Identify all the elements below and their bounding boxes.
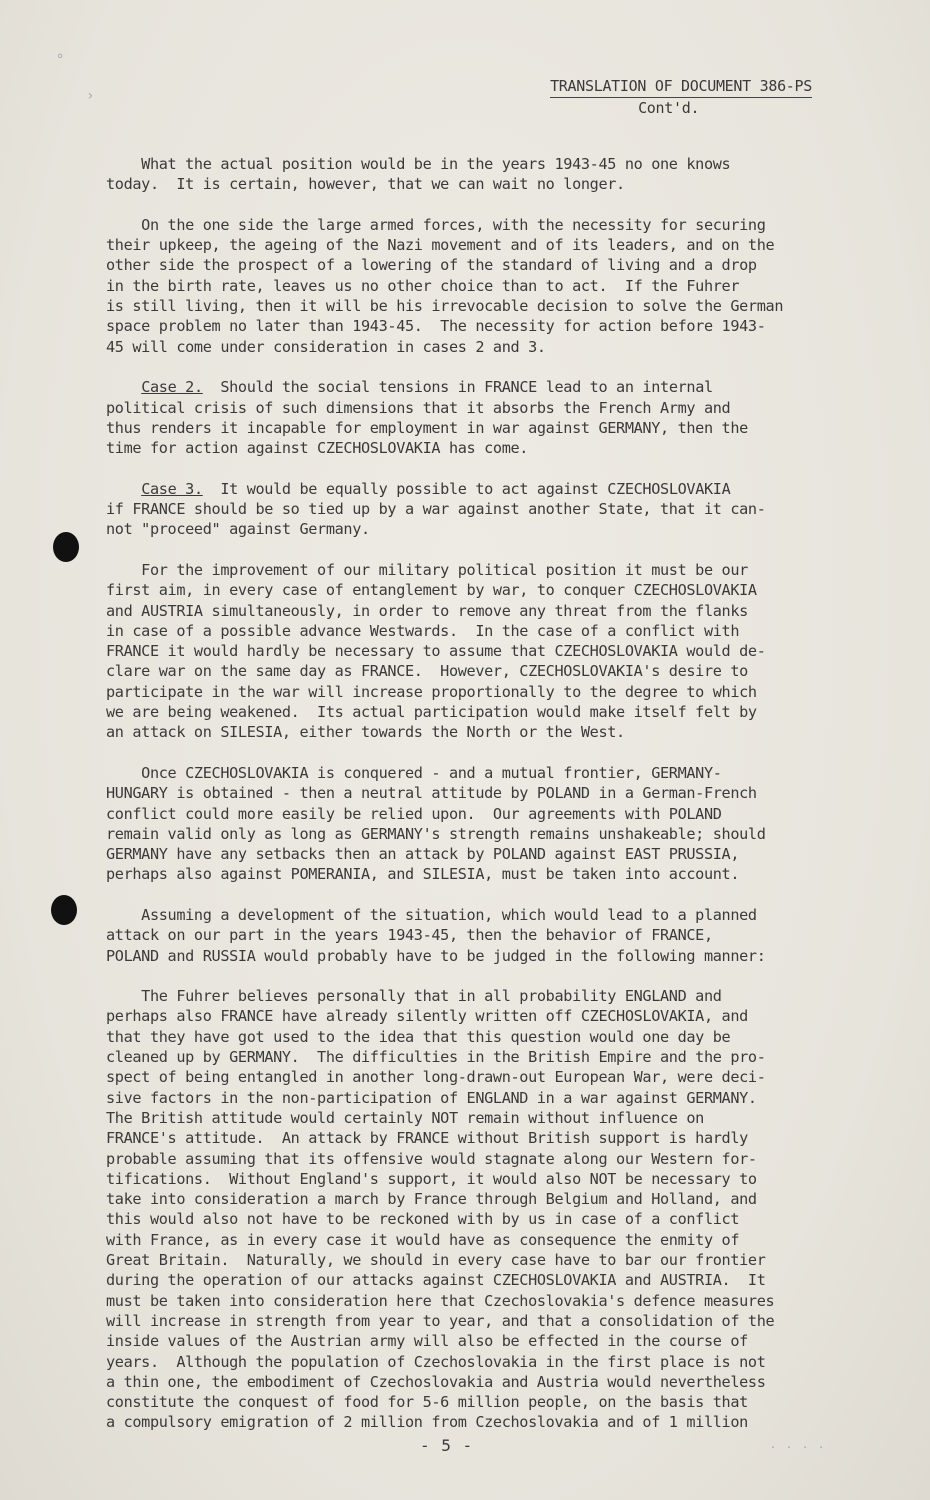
text-line: take into consideration a march by France through Belgium and Holland, and [106,1190,757,1209]
text-line: inside values of the Austrian army will also be effected in the course of [106,1332,748,1351]
paragraph [106,479,846,540]
text-line: Assuming a development of the situation, which would lead to a planned [106,905,757,924]
text-line: political crisis of such dimensions that it absorbs the French Army and [106,398,731,417]
text-line: POLAND and RUSSIA would probably have to be judged in the following manner: [106,946,766,965]
paragraph [106,154,846,195]
text-line: Case 3. It would be equally possible to act against CZECHOSLOVAKIA [141,479,731,498]
margin-mark: ° [56,52,65,68]
text-line: 45 will come under consideration in cases 2 and 3. [106,337,546,356]
margin-dots: . . . . [770,1440,827,1451]
text-line: is still living, then it will be his irrevocable decision to solve the German [106,297,784,316]
punch-hole [53,532,79,562]
text-line: that they have got used to the idea that this question would one day be [106,1027,731,1046]
paragraph [106,215,846,357]
paragraph [106,560,846,743]
text-line: The British attitude would certainly NOT remain without influence on [106,1108,704,1127]
text-line: in case of a possible advance Westwards. In the case of a conflict with [106,621,740,640]
margin-mark: › [86,88,95,104]
text-line: and AUSTRIA simultaneously, in order to remove any threat from the flanks [106,601,748,620]
text-line: in the birth rate, leaves us no other choice than to act. If the Fuhrer [106,276,740,295]
text-line: probable assuming that its offensive would stagnate along our Western for- [106,1149,757,1168]
text-line: an attack on SILESIA, either towards the North or the West. [106,723,625,742]
text-line: spect of being entangled in another long-drawn-out European War, were deci- [106,1068,766,1087]
text-line: conflict could more easily be relied upon. Our agreements with POLAND [106,804,722,823]
text-line: with France, as in every case it would have as consequence the enmity of [106,1230,740,1249]
text-line: not "proceed" against Germany. [106,520,370,539]
continued-label: Cont'd. [638,99,700,117]
text-line: we are being weakened. Its actual participation would make itself felt by [106,703,757,722]
text-line: a thin one, the embodiment of Czechoslovakia and Austria would nevertheless [106,1372,766,1391]
text-line: What the actual position would be in the years 1943-45 no one knows [106,155,731,173]
text-line: this would also not have to be reckoned with by us in case of a conflict [106,1210,740,1229]
text-line: The Fuhrer believes personally that in all probability ENGLAND and [106,987,722,1006]
text-line: will increase in strength from year to year, and that a consolidation of the [106,1311,775,1330]
text-line: years. Although the population of Czechoslovakia in the first place is not [106,1352,766,1371]
text-line: today. It is certain, however, that we can wait no longer. [106,175,625,194]
text-line: For the improvement of our military political position it must be our [106,560,748,579]
text-line: thus renders it incapable for employment in war against GERMANY, then the [106,418,748,437]
paragraph [106,986,846,1433]
text-line: space problem no later than 1943-45. The necessity for action before 1943- [106,317,766,336]
text-line: FRANCE's attitude. An attack by FRANCE without British support is hardly [106,1129,748,1148]
paragraph [106,763,846,885]
text-line: tifications. Without England's support, it would also NOT be necessary to [106,1169,757,1188]
paragraph [106,377,846,458]
text-line: On the one side the large armed forces, with the necessity for securing [106,215,766,234]
text-line: sive factors in the non-participation of ENGLAND in a war against GERMANY. [106,1088,757,1107]
text-line: remain valid only as long as GERMANY's strength remains unshakeable; should [106,824,766,843]
text-line: Once CZECHOSLOVAKIA is conquered - and a mutual frontier, GERMANY- [106,763,722,782]
case-label: Case 3. [141,479,203,498]
paragraph [106,905,846,966]
text-line: a compulsory emigration of 2 million from Czechoslovakia and of 1 million [106,1413,748,1432]
text-line: participate in the war will increase proportionally to the degree to which [106,682,757,701]
text-line: constitute the conquest of food for 5-6 million people, on the basis that [106,1393,748,1412]
text-line: time for action against CZECHOSLOVAKIA has come. [106,439,529,458]
text-line: must be taken into consideration here that Czechoslovakia's defence measures [106,1291,775,1310]
text-line: if FRANCE should be so tied up by a war against another State, that it can- [106,500,766,519]
text-line: other side the prospect of a lowering of the standard of living and a drop [106,256,757,275]
text-line: their upkeep, the ageing of the Nazi movement and of its leaders, and on the [106,236,775,255]
text-line: FRANCE it would hardly be necessary to assume that CZECHOSLOVAKIA would de- [106,642,766,661]
text-line: attack on our part in the years 1943-45, then the behavior of FRANCE, [106,926,713,945]
text-line: during the operation of our attacks against CZECHOSLOVAKIA and AUSTRIA. It [106,1271,766,1290]
document-header [550,76,812,118]
text-line: clare war on the same day as FRANCE. However, CZECHOSLOVAKIA's desire to [106,662,748,681]
text-line: first aim, in every case of entanglement by war, to conquer CZECHOSLOVAKIA [106,581,757,600]
text-line: GERMANY have any setbacks then an attack by POLAND against EAST PRUSSIA, [106,845,740,864]
text-line: perhaps also against POMERANIA, and SILESIA, must be taken into account. [106,865,740,884]
text-line: Great Britain. Naturally, we should in every case have to bar our frontier [106,1251,766,1270]
punch-hole [51,895,77,925]
document-title: TRANSLATION OF DOCUMENT 386-PS [550,76,812,98]
case-label: Case 2. [141,378,203,397]
text-line: HUNGARY is obtained - then a neutral attitude by POLAND in a German-French [106,784,757,803]
text-line: Case 2. Should the social tensions in FRANCE lead to an internal [141,378,713,397]
text-line: cleaned up by GERMANY. The difficulties in the British Empire and the pro- [106,1048,766,1067]
document-body [106,154,846,1453]
text-line: perhaps also FRANCE have already silently written off CZECHOSLOVAKIA, and [106,1007,748,1026]
page-number: - 5 - [420,1436,474,1455]
